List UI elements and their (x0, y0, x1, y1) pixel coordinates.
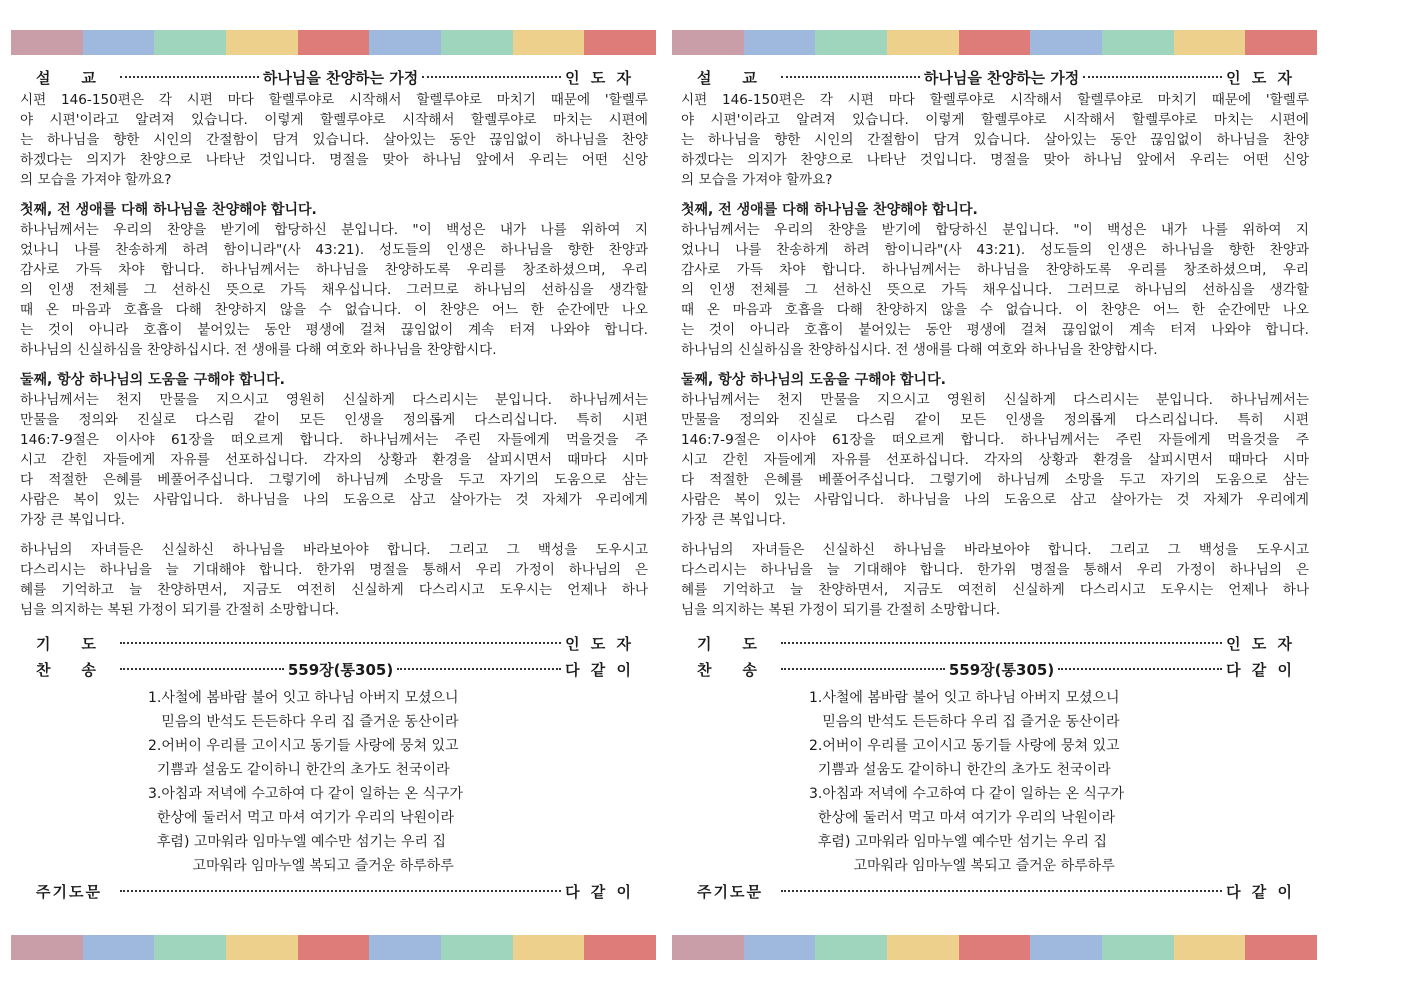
stripe-segment (154, 30, 226, 55)
prayer-row (681, 630, 1309, 656)
stripe-segment (11, 935, 83, 960)
sermon-label: 설 교 (697, 68, 759, 87)
stripe-segment (441, 30, 513, 55)
text-line: 하나님께서는 천지 만물을 지으시고 영원히 신실하게 다스리시는 분입니다. 하나님께서는 (20, 392, 648, 408)
hymn-label: 찬 송 (697, 660, 759, 679)
point2-title: 둘째, 항상 하나님의 도움을 구해야 합니다. (20, 372, 285, 388)
stripe-segment (959, 935, 1031, 960)
text-line: 가장 큰 복입니다. (681, 512, 786, 528)
stripe-segment (441, 935, 513, 960)
hymn-row (20, 656, 648, 682)
hymn-title: 559장(통305) (948, 660, 1055, 679)
stripe-segment (1030, 30, 1102, 55)
point1-body (681, 220, 1309, 360)
hymn-line: 후렴) 고마워라 임마누엘 예수만 섬기는 우리 집 (809, 834, 1108, 850)
text-line: 만물을 정의와 진실로 다스림 같이 모든 인생을 정의롭게 다스리십니다. 특히 시편 (681, 412, 1309, 428)
hymn-line: 기쁨과 설움도 같이하니 한간의 초가도 천국이라 (809, 762, 1111, 778)
text-line: 님을 의지하는 복된 가정이 되기를 간절히 소망합니다. (681, 602, 1001, 618)
stripe-segment (1102, 30, 1174, 55)
text-line: 는 하나님을 향한 시인의 간절함이 담겨 있습니다. 살아있는 동안 끊임없이 하나님을 찬양 (20, 132, 648, 148)
stripe-segment (83, 30, 155, 55)
prayer-row (20, 630, 648, 656)
text-line: 하겠다는 의지가 찬양으로 나타난 것입니다. 명절을 맞아 하나님 앞에서 우리는 어떤 신앙 (20, 152, 648, 168)
text-line: 146:7-9절은 이사야 61장을 떠오르게 합니다. 하나님께서는 주린 자들에게 먹을것을 주 (681, 432, 1309, 448)
text-line: 는 하나님을 향한 시인의 간절함이 담겨 있습니다. 살아있는 동안 끊임없이 하나님을 찬양 (681, 132, 1309, 148)
stripe-segment (1245, 935, 1317, 960)
text-line: 는 것이 아니라 호흡이 붙어있는 동안 평생에 걸쳐 끊임없이 계속 터져 나와야 합니다. (681, 322, 1309, 338)
hymn-line: 고마워라 임마누엘 복되고 즐거운 하루하루 (809, 858, 1115, 874)
stripe-segment (513, 30, 585, 55)
text-line: 하나님의 자녀들은 신실하신 하나님을 바라보아야 합니다. 그리고 그 백성을 도우시고 (681, 542, 1309, 558)
sermon-intro (20, 90, 648, 190)
stripe-segment (83, 935, 155, 960)
sermon-conclusion (681, 540, 1309, 620)
text-line: 가장 큰 복입니다. (20, 512, 125, 528)
stripe-segment (1174, 935, 1246, 960)
text-line: 시편 146-150편은 각 시편 마다 할렐루야로 시작해서 할렐루야로 마치기 때문에 '할렐루 (20, 92, 648, 108)
page-content (20, 64, 648, 904)
text-line: 님을 의지하는 복된 가정이 되기를 간절히 소망합니다. (20, 602, 340, 618)
text-line: 하겠다는 의지가 찬양으로 나타난 것입니다. 명절을 맞아 하나님 앞에서 우리는 어떤 신앙 (681, 152, 1309, 168)
text-line: 사람은 복이 있는 사람입니다. 하나님을 나의 도움으로 삼고 살아가는 것 자체가 우리에게 (20, 492, 648, 508)
text-line: 었나니 나를 찬송하게 하려 함이니라"(사 43:21). 성도들의 인생은 하나님을 향한 찬양과 (681, 242, 1309, 258)
hymn-line: 고마워라 임마누엘 복되고 즐거운 하루하루 (148, 858, 454, 874)
hymn-line: 3.아침과 저녁에 수고하여 다 같이 일하는 온 식구가 (148, 786, 463, 802)
lords-prayer-label: 주기도문 (697, 882, 763, 901)
hymn-line: 2.어버이 우리를 고이시고 동기들 사랑에 뭉쳐 있고 (148, 738, 459, 754)
stripe-segment (369, 935, 441, 960)
text-line: 시고 갇힌 자들에게 자유를 선포하십니다. 각자의 상황과 환경을 살피시면서 때마다 시마 (20, 452, 648, 468)
point2-body (20, 390, 648, 530)
text-line: 시고 갇힌 자들에게 자유를 선포하십니다. 각자의 상황과 환경을 살피시면서 때마다 시마 (681, 452, 1309, 468)
sermon-header (681, 64, 1309, 90)
stripe-segment (1245, 30, 1317, 55)
stripe-segment (815, 30, 887, 55)
stripe-segment (744, 30, 816, 55)
sermon-conclusion (20, 540, 648, 620)
lords-prayer-leader: 다 같 이 (565, 882, 634, 901)
bulletin-page-left (11, 30, 656, 960)
sermon-title: 하나님을 찬양하는 가정 (923, 68, 1080, 87)
stripe-segment (1030, 935, 1102, 960)
hymn-line: 한상에 둘러서 먹고 마셔 여기가 우리의 낙원이라 (809, 810, 1116, 826)
sermon-leader: 인 도 자 (565, 68, 634, 87)
stripe-segment (887, 935, 959, 960)
text-line: 하나님께서는 우리의 찬양을 받기에 합당하신 분입니다. "이 백성은 내가 나를 위하여 지 (20, 222, 648, 238)
text-line: 다 적절한 은혜를 베풀어주십니다. 그렇기에 하나님께 소망을 두고 자기의 도움으로 삼는 (681, 472, 1309, 488)
text-line: 하나님의 신실하심을 찬양하십시다. 전 생애를 다해 여호와 하나님을 찬양합시다. (681, 342, 1158, 358)
stripe-segment (744, 935, 816, 960)
hymn-lyrics (681, 686, 1309, 878)
stripe-segment (672, 935, 744, 960)
hymn-lyrics (20, 686, 648, 878)
hymn-line: 믿음의 반석도 든든하다 우리 집 즐거운 동산이라 (809, 714, 1120, 730)
sermon-title: 하나님을 찬양하는 가정 (262, 68, 419, 87)
text-line: 감사로 가득 차야 합니다. 하나님께서는 하나님을 찬양하도록 우리를 창조하셨으며, 우리 (20, 262, 648, 278)
prayer-leader: 인 도 자 (565, 634, 634, 653)
sermon-label: 설 교 (36, 68, 98, 87)
text-line: 혜를 기억하고 늘 찬양하면서, 지금도 여전히 신실하게 다스리시고 도우시는 언제나 하나 (20, 582, 648, 598)
point1-title: 첫째, 전 생애를 다해 하나님을 찬양해야 합니다. (681, 202, 978, 218)
hymn-line: 후렴) 고마워라 임마누엘 예수만 섬기는 우리 집 (148, 834, 447, 850)
stripe-segment (887, 30, 959, 55)
hymn-line: 2.어버이 우리를 고이시고 동기들 사랑에 뭉쳐 있고 (809, 738, 1120, 754)
text-line: 는 것이 아니라 호흡이 붙어있는 동안 평생에 걸쳐 끊임없이 계속 터져 나와야 합니다. (20, 322, 648, 338)
sermon-leader: 인 도 자 (1226, 68, 1295, 87)
stripe-segment (11, 30, 83, 55)
text-line: 의 모습을 가져야 할까요? (681, 172, 833, 188)
page-content (681, 64, 1309, 904)
color-stripe-bottom (672, 935, 1317, 960)
stripe-segment (369, 30, 441, 55)
stripe-segment (298, 30, 370, 55)
stripe-segment (226, 935, 298, 960)
stripe-segment (672, 30, 744, 55)
hymn-row (681, 656, 1309, 682)
hymn-line: 기쁨과 설움도 같이하니 한간의 초가도 천국이라 (148, 762, 450, 778)
text-line: 었나니 나를 찬송하게 하려 함이니라"(사 43:21). 성도들의 인생은 하나님을 향한 찬양과 (20, 242, 648, 258)
stripe-segment (584, 935, 656, 960)
hymn-line: 1.사철에 봄바람 불어 잇고 하나님 아버지 모셨으니 (148, 690, 459, 706)
lords-prayer-row (20, 878, 648, 904)
stripe-segment (815, 935, 887, 960)
hymn-line: 한상에 둘러서 먹고 마셔 여기가 우리의 낙원이라 (148, 810, 455, 826)
hymn-title: 559장(통305) (287, 660, 394, 679)
text-line: 시편 146-150편은 각 시편 마다 할렐루야로 시작해서 할렐루야로 마치기 때문에 '할렐루 (681, 92, 1309, 108)
stripe-segment (226, 30, 298, 55)
text-line: 의 인생 전체를 그 선하신 뜻으로 가득 채우십니다. 그러므로 하나님의 선하심을 생각할 (681, 282, 1309, 298)
stripe-segment (1102, 935, 1174, 960)
prayer-label: 기 도 (697, 634, 759, 653)
color-stripe-bottom (11, 935, 656, 960)
sermon-header (20, 64, 648, 90)
hymn-line: 3.아침과 저녁에 수고하여 다 같이 일하는 온 식구가 (809, 786, 1124, 802)
text-line: 혜를 기억하고 늘 찬양하면서, 지금도 여전히 신실하게 다스리시고 도우시는 언제나 하나 (681, 582, 1309, 598)
hymn-label: 찬 송 (36, 660, 98, 679)
stripe-segment (959, 30, 1031, 55)
text-line: 사람은 복이 있는 사람입니다. 하나님을 나의 도움으로 삼고 살아가는 것 자체가 우리에게 (681, 492, 1309, 508)
text-line: 때 온 마음과 호흡을 다해 찬양하지 않을 수 없습니다. 이 찬양은 어느 한 순간에만 나오 (681, 302, 1309, 318)
text-line: 감사로 가득 차야 합니다. 하나님께서는 하나님을 찬양하도록 우리를 창조하셨으며, 우리 (681, 262, 1309, 278)
text-line: 하나님의 신실하심을 찬양하십시다. 전 생애를 다해 여호와 하나님을 찬양합시다. (20, 342, 497, 358)
sermon-intro (681, 90, 1309, 190)
lords-prayer-row (681, 878, 1309, 904)
color-stripe-top (11, 30, 656, 55)
hymn-leader: 다 같 이 (1226, 660, 1295, 679)
stripe-segment (154, 935, 226, 960)
bulletin-page-right (672, 30, 1317, 960)
point1-title: 첫째, 전 생애를 다해 하나님을 찬양해야 합니다. (20, 202, 317, 218)
point1-body (20, 220, 648, 360)
prayer-leader: 인 도 자 (1226, 634, 1295, 653)
lords-prayer-label: 주기도문 (36, 882, 102, 901)
text-line: 야 시편'이라고 알려져 있습니다. 이렇게 할렐루야로 시작해서 할렐루야로 마치는 시편에 (681, 112, 1309, 128)
stripe-segment (298, 935, 370, 960)
text-line: 때 온 마음과 호흡을 다해 찬양하지 않을 수 없습니다. 이 찬양은 어느 한 순간에만 나오 (20, 302, 648, 318)
text-line: 다스리시는 하나님을 늘 기대해야 합니다. 한가위 명절을 통해서 우리 가정이 하나님의 은 (20, 562, 648, 578)
text-line: 야 시편'이라고 알려져 있습니다. 이렇게 할렐루야로 시작해서 할렐루야로 마치는 시편에 (20, 112, 648, 128)
color-stripe-top (672, 30, 1317, 55)
text-line: 하나님께서는 우리의 찬양을 받기에 합당하신 분입니다. "이 백성은 내가 나를 위하여 지 (681, 222, 1309, 238)
text-line: 146:7-9절은 이사야 61장을 떠오르게 합니다. 하나님께서는 주린 자들에게 먹을것을 주 (20, 432, 648, 448)
point2-body (681, 390, 1309, 530)
hymn-line: 1.사철에 봄바람 불어 잇고 하나님 아버지 모셨으니 (809, 690, 1120, 706)
stripe-segment (513, 935, 585, 960)
text-line: 하나님께서는 천지 만물을 지으시고 영원히 신실하게 다스리시는 분입니다. 하나님께서는 (681, 392, 1309, 408)
lords-prayer-leader: 다 같 이 (1226, 882, 1295, 901)
text-line: 하나님의 자녀들은 신실하신 하나님을 바라보아야 합니다. 그리고 그 백성을 도우시고 (20, 542, 648, 558)
text-line: 의 인생 전체를 그 선하신 뜻으로 가득 채우십니다. 그러므로 하나님의 선하심을 생각할 (20, 282, 648, 298)
hymn-leader: 다 같 이 (565, 660, 634, 679)
text-line: 만물을 정의와 진실로 다스림 같이 모든 인생을 정의롭게 다스리십니다. 특히 시편 (20, 412, 648, 428)
text-line: 다 적절한 은혜를 베풀어주십니다. 그렇기에 하나님께 소망을 두고 자기의 도움으로 삼는 (20, 472, 648, 488)
stripe-segment (1174, 30, 1246, 55)
hymn-line: 믿음의 반석도 든든하다 우리 집 즐거운 동산이라 (148, 714, 459, 730)
stripe-segment (584, 30, 656, 55)
text-line: 의 모습을 가져야 할까요? (20, 172, 172, 188)
point2-title: 둘째, 항상 하나님의 도움을 구해야 합니다. (681, 372, 946, 388)
text-line: 다스리시는 하나님을 늘 기대해야 합니다. 한가위 명절을 통해서 우리 가정이 하나님의 은 (681, 562, 1309, 578)
prayer-label: 기 도 (36, 634, 98, 653)
